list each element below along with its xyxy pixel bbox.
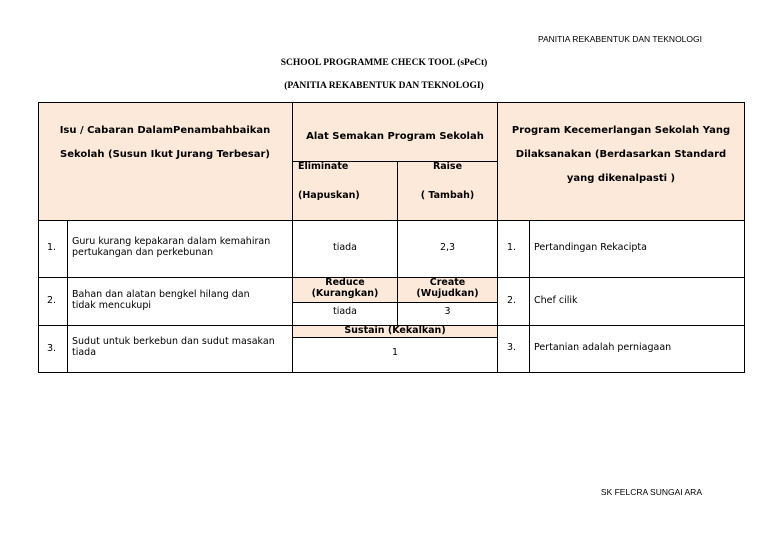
create-sub: (Wujudkan) [416,288,479,299]
program-header-line3: yang dikenalpasti ) [566,173,676,184]
row3-program: Pertanian adalah perniagaan [534,342,672,353]
program-header-line1: Program Kecemerlangan Sekolah Yang [511,125,731,136]
row2-number: 2. [47,295,57,306]
row2-program-number: 2. [507,295,517,306]
raise-sub: ( Tambah) [420,190,475,201]
issue-header-line1: Isu / Cabaran DalamPenambahbaikan [59,125,271,136]
row2-program: Chef cilik [534,295,578,306]
eliminate-label: Eliminate [298,161,349,172]
program-number-divider [529,220,530,373]
reduce-label: Reduce [325,277,365,288]
program-header-line2: Dilaksanakan (Berdasarkan Standard [515,149,727,160]
row2-reduce-value: tiada [332,306,358,317]
tool-header: Alat Semakan Program Sekolah [306,131,484,142]
row1-program: Pertandingan Rekacipta [534,242,647,253]
department-label: PANITIA REKABENTUK DAN TEKNOLOGI [537,34,702,44]
sustain-divider [293,337,498,338]
row3-sustain-value: 1 [391,347,399,358]
reduce-create-divider [293,302,498,303]
row3-program-number: 3. [507,342,517,353]
table-border-top [38,102,745,103]
create-label: Create [429,277,466,288]
row1-issue-line1: Guru kurang kepakaran dalam kemahiran [72,236,271,247]
row3-number: 3. [47,343,57,354]
row1-program-number: 1. [507,242,517,253]
eliminate-sub: (Hapuskan) [298,190,360,201]
row1-number: 1. [47,242,57,253]
row2-issue-line2: tidak mencukupi [72,300,152,311]
school-name-footer: SK FELCRA SUNGAI ARA [600,487,702,497]
row2-create-value: 3 [444,306,451,317]
row3-issue-line2: tiada [72,347,97,358]
row1-eliminate-value: tiada [332,242,358,253]
reduce-sub: (Kurangkan) [311,288,379,299]
sustain-label: Sustain (Kekalkan) [344,325,446,336]
header-bottom-border [38,220,745,221]
row3-issue-line1: Sudut untuk berkebun dan sudut masakan [72,336,275,347]
table-border-bottom [38,372,745,373]
row1-raise-value: 2,3 [439,242,456,253]
issue-header-line2: Sekolah (Susun Ikut Jurang Terbesar) [60,149,270,160]
row1-issue-line2: pertukangan dan perkebunan [72,247,214,258]
document-subtitle: (PANITIA REKABENTUK DAN TEKNOLOGI) [284,81,484,91]
number-col-divider [67,220,68,373]
raise-label: Raise [432,161,463,172]
table-border-right [744,102,745,373]
document-title: SCHOOL PROGRAMME CHECK TOOL (sPeCt) [280,58,488,68]
row2-issue-line1: Bahan dan alatan bengkel hilang dan [72,289,250,300]
